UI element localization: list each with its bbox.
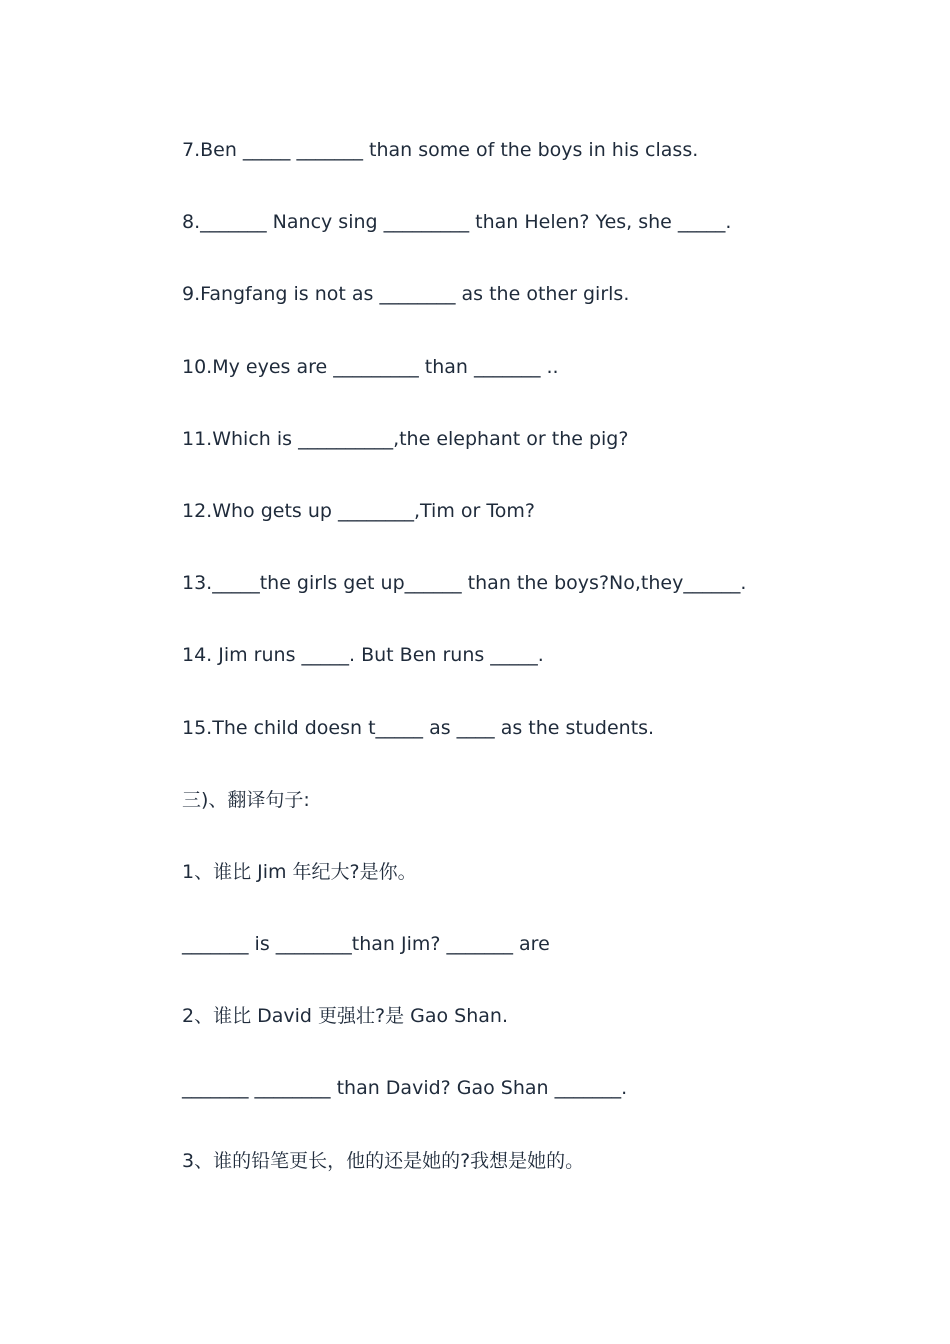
question-15: 15.The child doesn t_____ as ____ as the students. [182,716,655,739]
translation-prompt-3: 3、谁的铅笔更长，他的还是她的?我想是她的。 [182,1149,585,1172]
question-10: 10.My eyes are _________ than _______ .. [182,355,559,378]
worksheet-content [182,132,902,1215]
translation-answer-2: _______ ________ than David? Gao Shan _______. [182,1077,628,1100]
question-11: 11.Which is __________,the elephant or the pig? [182,427,629,450]
question-8: 8._______ Nancy sing _________ than Helen? Yes, she _____. [182,211,732,234]
question-9: 9.Fangfang is not as ________ as the other girls. [182,283,630,306]
question-13: 13._____the girls get up______ than the boys?No,they______. [182,572,747,595]
question-12: 12.Who gets up ________,Tim or Tom? [182,499,535,522]
translation-prompt-1: 1、谁比 Jim 年纪大?是你。 [182,860,417,883]
question-14: 14. Jim runs _____. But Ben runs _____. [182,644,544,667]
question-7: 7.Ben _____ _______ than some of the boys in his class. [182,139,699,161]
section-heading-translate: 三)、翻译句子: [182,788,310,811]
translation-answer-1: _______ is ________than Jim? _______ are [182,933,550,956]
translation-prompt-2: 2、谁比 David 更强壮?是 Gao Shan. [182,1005,509,1028]
